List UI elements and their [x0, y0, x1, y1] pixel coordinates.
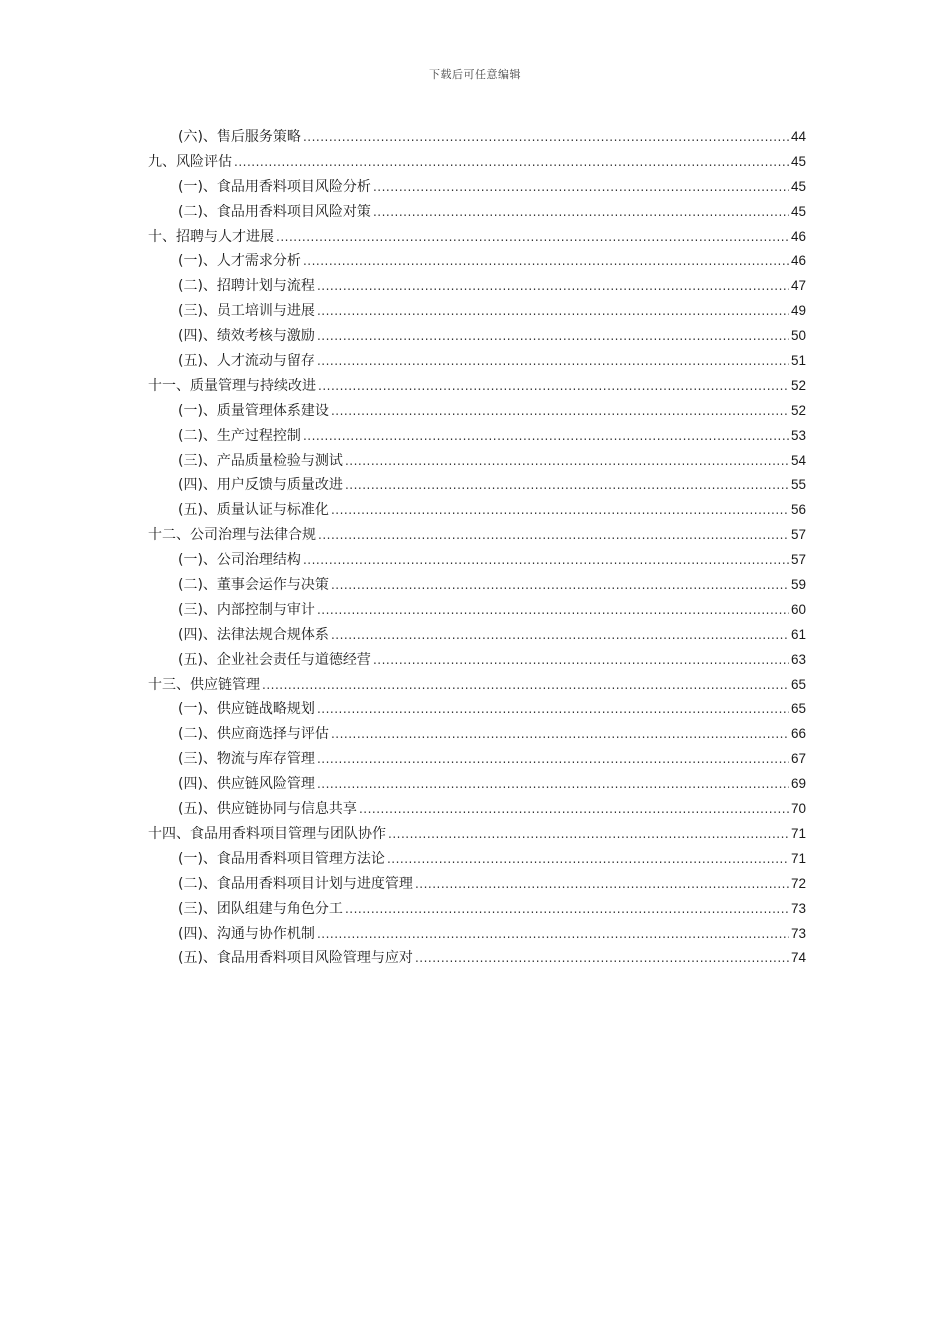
- toc-dot-leader: [345, 897, 789, 922]
- toc-subsection-entry[interactable]: [148, 722, 806, 747]
- toc-subsection-entry[interactable]: [148, 747, 806, 772]
- toc-dot-leader: [317, 922, 789, 947]
- toc-subsection-entry[interactable]: [148, 697, 806, 722]
- toc-entry-title: (二)、供应商选择与评估: [178, 726, 329, 743]
- toc-dot-leader: [317, 697, 789, 722]
- toc-subsection-entry[interactable]: [148, 847, 806, 872]
- toc-dot-leader: [373, 175, 789, 200]
- toc-entry-title: (一)、食品用香料项目管理方法论: [178, 850, 385, 867]
- toc-dot-leader: [317, 349, 789, 374]
- toc-entry-title: (二)、食品用香料项目风险对策: [178, 203, 371, 220]
- toc-entry-title: (二)、董事会运作与决策: [178, 577, 329, 594]
- toc-subsection-entry[interactable]: [148, 125, 806, 150]
- toc-subsection-entry[interactable]: [148, 598, 806, 623]
- toc-entry-title: (五)、人才流动与留存: [178, 353, 315, 370]
- toc-entry-title: (三)、员工培训与进展: [178, 303, 315, 320]
- toc-entry-title: 十三、供应链管理: [148, 676, 260, 693]
- toc-dot-leader: [373, 648, 789, 673]
- toc-entry-title: (一)、公司治理结构: [178, 552, 301, 569]
- toc-dot-leader: [262, 673, 789, 698]
- toc-subsection-entry[interactable]: [148, 349, 806, 374]
- toc-subsection-entry[interactable]: [148, 897, 806, 922]
- toc-entry-title: (四)、供应链风险管理: [178, 776, 315, 793]
- toc-entry-title: (一)、质量管理体系建设: [178, 402, 329, 419]
- toc-dot-leader: [234, 150, 789, 175]
- toc-page-number: 50: [790, 328, 806, 344]
- toc-entry-title: 九、风险评估: [148, 153, 232, 170]
- toc-subsection-entry[interactable]: [148, 946, 806, 971]
- toc-page-number: 65: [790, 701, 806, 717]
- toc-dot-leader: [331, 399, 789, 424]
- toc-dot-leader: [331, 498, 789, 523]
- toc-entry-title: (三)、团队组建与角色分工: [178, 900, 343, 917]
- toc-subsection-entry[interactable]: [148, 648, 806, 673]
- toc-page-number: 46: [790, 253, 806, 269]
- toc-dot-leader: [317, 772, 789, 797]
- toc-section-entry[interactable]: [148, 822, 806, 847]
- toc-subsection-entry[interactable]: [148, 449, 806, 474]
- toc-subsection-entry[interactable]: [148, 274, 806, 299]
- toc-entry-title: (二)、食品用香料项目计划与进度管理: [178, 875, 413, 892]
- toc-dot-leader: [317, 598, 789, 623]
- toc-subsection-entry[interactable]: [148, 772, 806, 797]
- toc-entry-title: 十、招聘与人才进展: [148, 228, 274, 245]
- toc-page-number: 45: [790, 203, 806, 219]
- toc-page-number: 63: [790, 651, 806, 667]
- toc-subsection-entry[interactable]: [148, 548, 806, 573]
- toc-dot-leader: [415, 872, 789, 897]
- toc-dot-leader: [331, 722, 789, 747]
- toc-page-number: 53: [790, 427, 806, 443]
- toc-section-entry[interactable]: [148, 673, 806, 698]
- toc-page-number: 46: [790, 228, 806, 244]
- toc-subsection-entry[interactable]: [148, 473, 806, 498]
- toc-page-number: 61: [790, 626, 806, 642]
- toc-page-number: 44: [790, 129, 806, 144]
- toc-page-number: 51: [790, 353, 806, 369]
- toc-page-number: 45: [790, 178, 806, 194]
- page-header: 下载后可任意编辑: [429, 68, 521, 81]
- toc-dot-leader: [345, 449, 789, 474]
- toc-entry-title: 十一、质量管理与持续改进: [148, 377, 316, 394]
- toc-entry-title: (四)、用户反馈与质量改进: [178, 477, 343, 494]
- toc-page-number: 57: [790, 552, 806, 568]
- toc-page-number: 73: [790, 900, 806, 916]
- toc-entry-title: (五)、企业社会责任与道德经营: [178, 651, 371, 668]
- toc-page-number: 52: [790, 402, 806, 418]
- toc-entry-title: 十四、食品用香料项目管理与团队协作: [148, 825, 386, 842]
- toc-page-number: 73: [790, 925, 806, 941]
- toc-dot-leader: [345, 473, 789, 498]
- toc-dot-leader: [317, 299, 789, 324]
- toc-entry-title: (五)、供应链协同与信息共享: [178, 801, 357, 818]
- toc-entry-title: (一)、人才需求分析: [178, 253, 301, 270]
- toc-dot-leader: [303, 424, 789, 449]
- toc-subsection-entry[interactable]: [148, 424, 806, 449]
- toc-page-number: 54: [790, 452, 806, 468]
- toc-dot-leader: [359, 797, 789, 822]
- toc-entry-title: (三)、物流与库存管理: [178, 751, 315, 768]
- toc-entry-title: (二)、招聘计划与流程: [178, 278, 315, 295]
- toc-subsection-entry[interactable]: [148, 200, 806, 225]
- toc-subsection-entry[interactable]: [148, 623, 806, 648]
- toc-subsection-entry[interactable]: [148, 175, 806, 200]
- toc-entry-title: (二)、生产过程控制: [178, 427, 301, 444]
- toc-dot-leader: [317, 274, 789, 299]
- toc-page-number: 55: [790, 477, 806, 493]
- toc-page-number: 67: [790, 751, 806, 767]
- toc-dot-leader: [318, 523, 789, 548]
- toc-subsection-entry[interactable]: [148, 872, 806, 897]
- toc-dot-leader: [303, 548, 789, 573]
- toc-dot-leader: [303, 125, 789, 150]
- toc-dot-leader: [331, 573, 789, 598]
- toc-dot-leader: [317, 747, 789, 772]
- toc-dot-leader: [318, 374, 789, 399]
- toc-dot-leader: [388, 822, 789, 847]
- toc-page-number: 52: [790, 377, 806, 393]
- toc-entry-title: (一)、供应链战略规划: [178, 701, 315, 718]
- toc-page-number: 49: [790, 303, 806, 319]
- toc-subsection-entry[interactable]: [148, 922, 806, 947]
- toc-section-entry[interactable]: [148, 374, 806, 399]
- toc-entry-title: (五)、食品用香料项目风险管理与应对: [178, 950, 413, 967]
- toc-entry-title: 十二、公司治理与法律合规: [148, 527, 316, 544]
- toc-entry-title: (六)、售后服务策略: [178, 129, 301, 145]
- toc-subsection-entry[interactable]: [148, 573, 806, 598]
- toc-subsection-entry[interactable]: [148, 797, 806, 822]
- toc-page-number: 74: [790, 950, 806, 966]
- toc-page-number: 72: [790, 875, 806, 891]
- toc-section-entry[interactable]: [148, 150, 806, 175]
- toc-subsection-entry[interactable]: [148, 399, 806, 424]
- toc-page-number: 57: [790, 527, 806, 543]
- toc-page-number: 60: [790, 601, 806, 617]
- toc-page-number: 47: [790, 278, 806, 294]
- toc-subsection-entry[interactable]: [148, 324, 806, 349]
- toc-page-number: 65: [790, 676, 806, 692]
- table-of-contents: [148, 125, 806, 971]
- toc-entry-title: (五)、质量认证与标准化: [178, 502, 329, 519]
- toc-page-number: 66: [790, 726, 806, 742]
- toc-subsection-entry[interactable]: [148, 249, 806, 274]
- toc-page-number: 56: [790, 502, 806, 518]
- toc-page-number: 71: [790, 825, 806, 841]
- toc-page-number: 59: [790, 577, 806, 593]
- toc-dot-leader: [303, 249, 789, 274]
- toc-entry-title: (四)、绩效考核与激励: [178, 328, 315, 345]
- toc-subsection-entry[interactable]: [148, 299, 806, 324]
- toc-section-entry[interactable]: [148, 523, 806, 548]
- toc-entry-title: (四)、法律法规合规体系: [178, 626, 329, 643]
- toc-dot-leader: [373, 200, 789, 225]
- toc-dot-leader: [317, 324, 789, 349]
- toc-dot-leader: [387, 847, 789, 872]
- toc-dot-leader: [331, 623, 789, 648]
- toc-dot-leader: [276, 225, 789, 250]
- toc-entry-title: (三)、内部控制与审计: [178, 601, 315, 618]
- toc-entry-title: (四)、沟通与协作机制: [178, 925, 315, 942]
- toc-page-number: 69: [790, 776, 806, 792]
- toc-page-number: 45: [790, 153, 806, 169]
- toc-dot-leader: [415, 946, 789, 971]
- toc-entry-title: (三)、产品质量检验与测试: [178, 452, 343, 469]
- toc-entry-title: (一)、食品用香料项目风险分析: [178, 178, 371, 195]
- toc-section-entry[interactable]: [148, 225, 806, 250]
- toc-page-number: 71: [790, 850, 806, 866]
- toc-page-number: 70: [790, 801, 806, 817]
- toc-subsection-entry[interactable]: [148, 498, 806, 523]
